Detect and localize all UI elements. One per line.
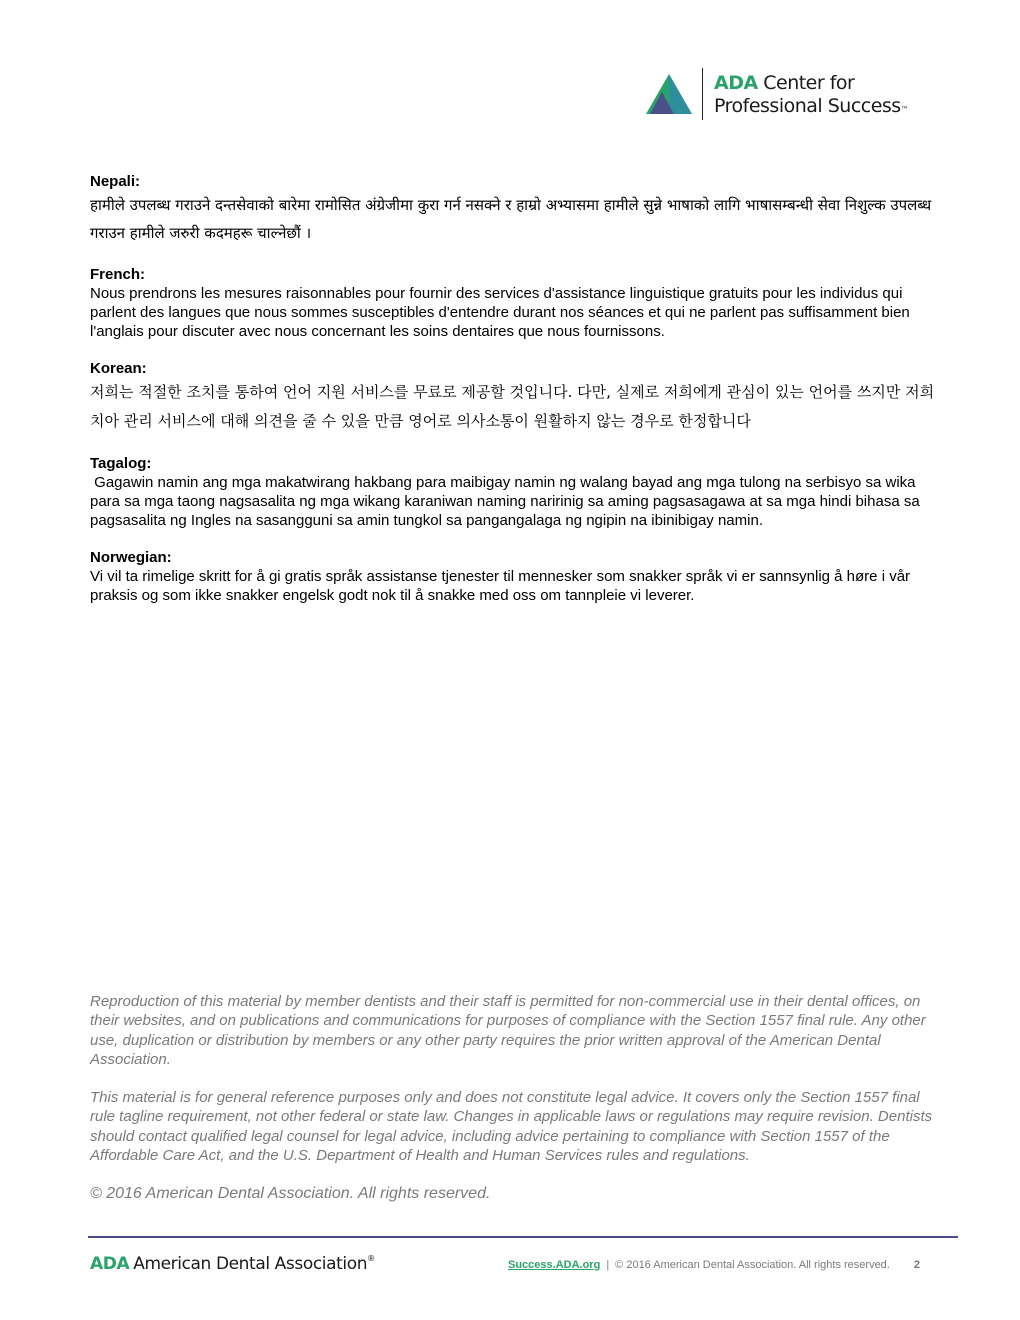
section-text: Vi vil ta rimelige skritt for å gi gratis språk assistanse tjenester til mennesker som snakker språk vi er sannsynlig å høre i vår praksis og som ikke snakker engelsk godt nok til å snakke med oss om tannpleie vi leverer.: [90, 568, 911, 604]
logo-divider: [702, 68, 703, 120]
section-label: Korean:: [90, 360, 147, 377]
section-label: Norwegian:: [90, 549, 172, 566]
legal-notice: This material is for general reference purposes only and does not constitute legal advice. It covers only the Section 1557 final rule tagline requirement, not other federal or state law. Changes in applicable laws or regulations may require revision. Dentists should contact qualified legal counsel for legal advice, including advice pertaining to compliance with Section 1557 of the Affordable Care Act, and the U.S. Department of Health and Human Services rules and regulations.: [90, 1089, 933, 1165]
section-tagalog: [90, 454, 936, 530]
section-nepali: [90, 172, 936, 247]
footer-copyright: © 2016 American Dental Association. All rights reserved.: [615, 1259, 890, 1271]
ada-cps-mark-icon: [646, 74, 692, 114]
footer-divider: [88, 1236, 958, 1238]
footer-separator: |: [606, 1259, 610, 1271]
logo-brand: ADA: [714, 72, 758, 94]
logo-line2: Professional Success: [714, 95, 901, 117]
logo-text: [714, 72, 908, 118]
disclaimer: [90, 992, 936, 1223]
copyright-notice: © 2016 American Dental Association. All rights reserved.: [90, 1185, 491, 1203]
success-link[interactable]: Success.ADA.org: [508, 1259, 601, 1271]
footer-info: [508, 1259, 920, 1271]
footer-logo-brand: ADA: [90, 1254, 130, 1274]
section-text: हामीले उपलब्ध गराउने दन्तसेवाको बारेमा रामोसित अंग्रेजीमा कुरा गर्न नसक्ने र हाम्रो अभ्यासमा हामीले सुन्ने भाषाको लागि भाषासम्बन्धी सेवा निशुल्क उपलब्ध गराउन हामीले जरुरी कदमहरू चाल्नेछौं ।: [90, 196, 932, 242]
section-text: 저희는 적절한 조치를 통하여 언어 지원 서비스를 무료로 제공할 것입니다. 다만, 실제로 저희에게 관심이 있는 언어를 쓰지만 저희 치아 관리 서비스에 대해 의견을 줄 수 있을 만큼 영어로 의사소통이 원활하지 않는 경우로 한정합니다: [90, 383, 935, 430]
section-text: Gagawin namin ang mga makatwirang hakbang para maibigay namin ng walang bayad ang mga tulong na serbisyo sa wika para sa mga taong nagsasalita ng mga wikang karaniwan naming naririnig sa aming pagsasagawa at sa mga hindi bihasa sa pagsasalita ng Ingles na sasangguni sa amin tungkol sa pangangalaga ng ngipin na ibinibigay namin.: [90, 474, 924, 529]
section-label: Nepali:: [90, 173, 141, 190]
section-label: Tagalog:: [90, 455, 152, 472]
language-taglines: [90, 172, 936, 623]
section-french: [90, 265, 936, 341]
logo-tm: ™: [900, 105, 909, 114]
reproduction-notice: Reproduction of this material by member dentists and their staff is permitted for non-commercial use in their dental offices, on their websites, and on publications and communications for purposes of compliance with the Section 1557 final rule. Any other use, duplication or distribution by members or any other party requires the prior written approval of the American Dental Association.: [90, 993, 926, 1068]
page-number: 2: [913, 1259, 920, 1271]
footer-logo-reg: ®: [367, 1254, 375, 1263]
section-label: French:: [90, 266, 146, 283]
section-korean: [90, 359, 936, 436]
section-text: Nous prendrons les mesures raisonnables pour fournir des services d'assistance linguistique gratuits pour les individus qui parlent des langues que nous sommes susceptibles d'entendre durant nos séances et qui ne parlent pas suffisamment bien l'anglais pour discuter avec nous concernant les soins dentaires que nous fournissons.: [90, 285, 910, 340]
logo-line1: Center for: [763, 72, 855, 94]
section-norwegian: [90, 548, 936, 605]
footer-logo: [90, 1254, 375, 1274]
footer-logo-name: American Dental Association: [133, 1254, 368, 1274]
